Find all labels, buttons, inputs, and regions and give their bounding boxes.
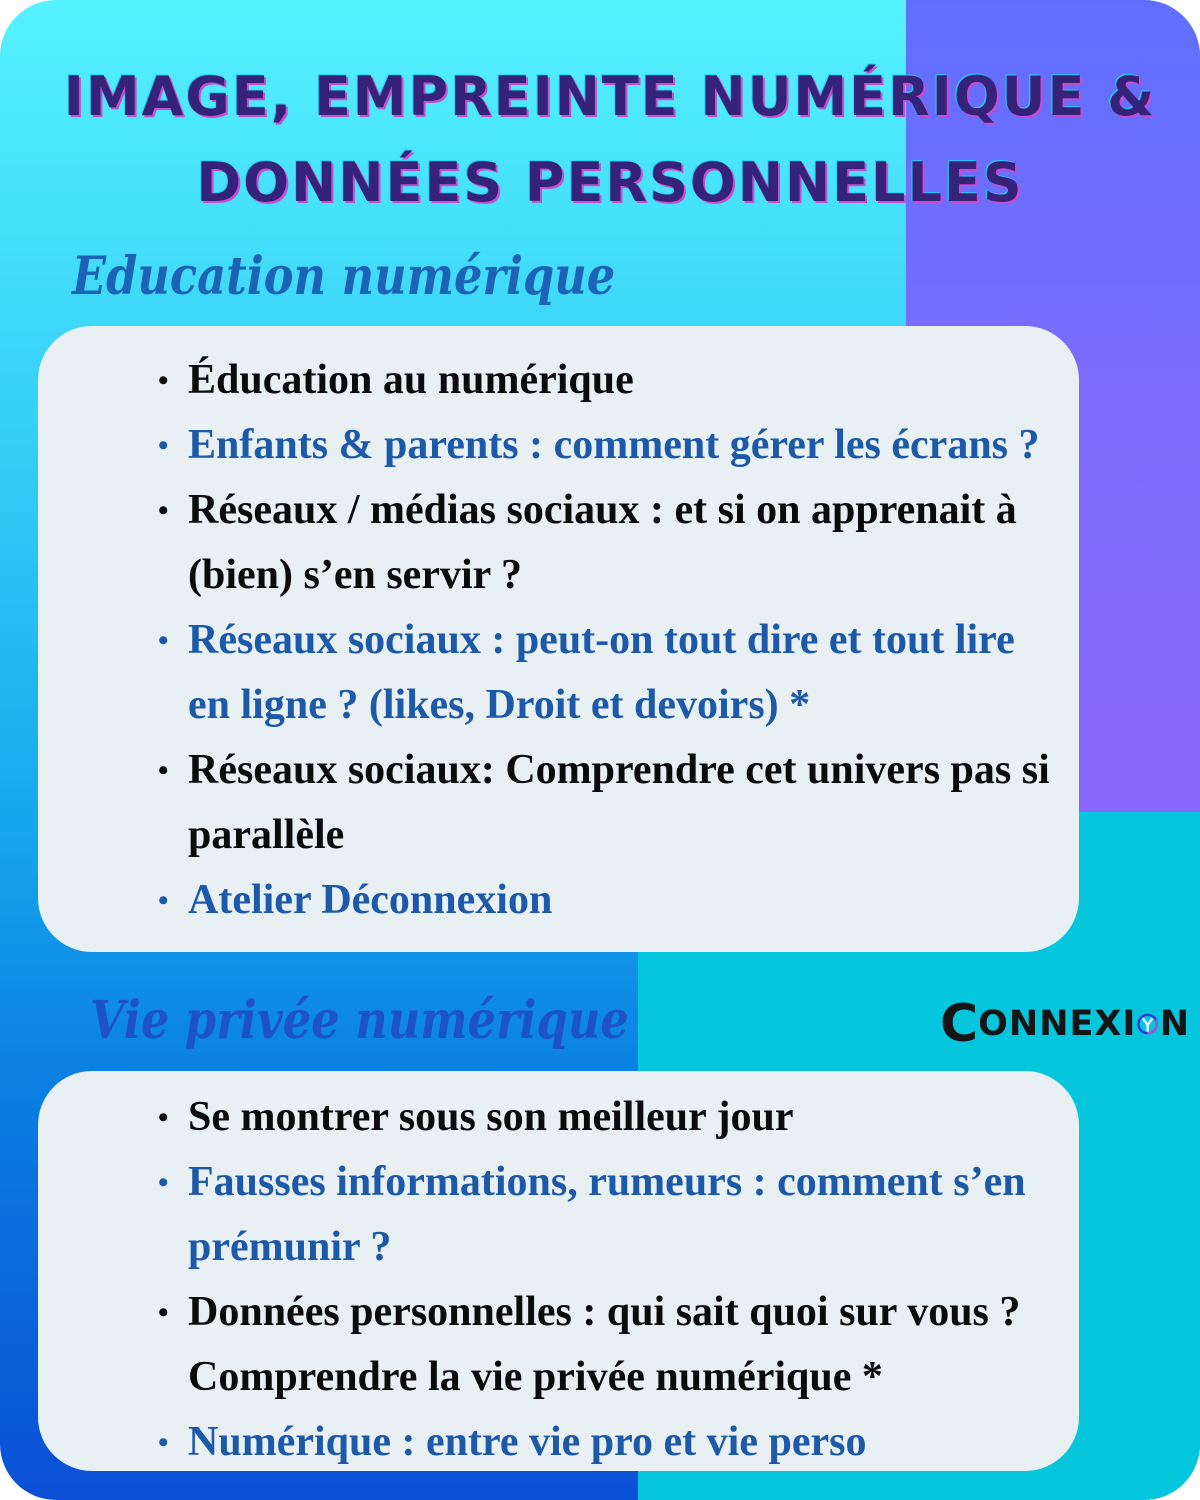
list-item: • Réseaux sociaux : peut-on tout dire et tout lire en ligne ? (likes, Droit et devoirs) *: [188, 608, 1059, 738]
title-line-1: IMAGE, EMPREINTE NUMÉRIQUE &: [63, 65, 1157, 128]
list-item: • Réseaux sociaux: Comprendre cet univers pas si parallèle: [188, 738, 1059, 868]
list-item: • Enfants & parents : comment gérer les écrans ?: [188, 413, 1059, 478]
section-heading-privacy: Vie privée numérique: [90, 990, 629, 1051]
privacy-card: [38, 1071, 1079, 1471]
title-line-2: DONNÉES PERSONNELLES: [196, 151, 1024, 214]
education-card: [38, 326, 1079, 952]
logo-y-mark-icon: [1137, 1002, 1158, 1046]
list-item: • Éducation au numérique: [188, 348, 1059, 413]
logo-letter-n: N: [1159, 1004, 1190, 1044]
logo-letters-middle: ONNEXI: [978, 1004, 1137, 1044]
section-heading-education: Education numérique: [72, 246, 616, 307]
list-item: • Données personnelles : qui sait quoi sur vous ? Comprendre la vie privée numérique *: [188, 1280, 1059, 1410]
list-item: • Se montrer sous son meilleur jour: [188, 1085, 1059, 1150]
list-item: • Numérique : entre vie pro et vie perso: [188, 1410, 1059, 1475]
logo-letter-c: C: [940, 994, 979, 1054]
education-list: [188, 348, 1059, 933]
list-item: • Atelier Déconnexion: [188, 868, 1059, 933]
list-item: • Réseaux / médias sociaux : et si on apprenait à (bien) s’en servir ?: [188, 478, 1059, 608]
list-item: • Fausses informations, rumeurs : comment s’en prémunir ?: [188, 1150, 1059, 1280]
page-title: [40, 54, 1180, 226]
connexion-logo: [940, 994, 1190, 1054]
privacy-list: [188, 1085, 1059, 1475]
